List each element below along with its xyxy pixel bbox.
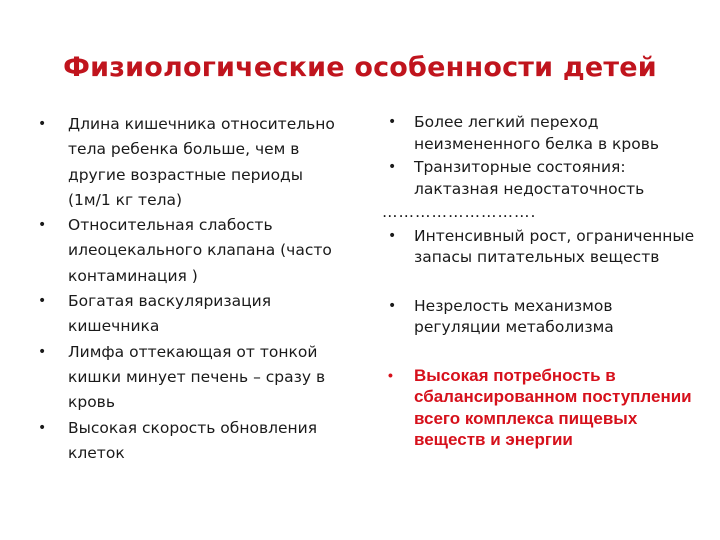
right-bullet-item-highlight (382, 365, 702, 451)
right-column (382, 112, 702, 451)
left-bullet-item (36, 213, 346, 289)
item-text: Интенсивный рост, ограниченные запасы питательных веществ (414, 226, 695, 266)
item-text: Богатая васкуляризация кишечника (68, 292, 272, 336)
left-bullet-item (36, 416, 346, 467)
item-text: Высокая скорость обновления клеток (68, 418, 318, 462)
bullet-icon: • (38, 217, 47, 234)
ellipsis-line: ………………………. (382, 203, 537, 221)
left-bullet-item (36, 112, 346, 213)
bullet-icon: • (388, 114, 397, 130)
left-bullet-item (36, 289, 346, 340)
bullet-icon: • (38, 116, 47, 132)
bullet-icon: • (388, 227, 397, 244)
item-text: Транзиторные состояния: лактазная недостаточность (414, 158, 645, 198)
right-bullet-item (382, 226, 702, 269)
right-bullet-item (382, 112, 702, 155)
item-text: Высокая потребность в сбалансированном поступлении всего комплекса пищевых веществ и энергии (414, 365, 692, 449)
item-text: Незрелость механизмов регуляции метаболизма (414, 296, 614, 336)
item-text: Длина кишечника относительно тела ребенка больше, чем в другие возрастные периоды (1м/1 кг тела) (68, 115, 335, 209)
right-bullet-item (382, 157, 702, 200)
item-text: Лимфа оттекающая от тонкой кишки минует печень – сразу в кровь (68, 342, 326, 412)
slide-title: Физиологические особенности детей (63, 52, 657, 83)
right-bullet-item (382, 296, 702, 339)
left-bullet-item (36, 340, 346, 416)
left-column (36, 112, 346, 466)
bullet-icon: • (388, 159, 397, 175)
bullet-icon: • (38, 343, 47, 360)
bullet-icon: • (388, 366, 393, 383)
item-text: Более легкий переход неизмененного белка в кровь (414, 113, 659, 153)
bullet-icon: • (38, 419, 47, 436)
bullet-icon: • (388, 297, 397, 314)
bullet-icon: • (38, 293, 47, 310)
item-text: Относительная слабость илеоцекального клапана (часто контаминация ) (68, 216, 332, 285)
